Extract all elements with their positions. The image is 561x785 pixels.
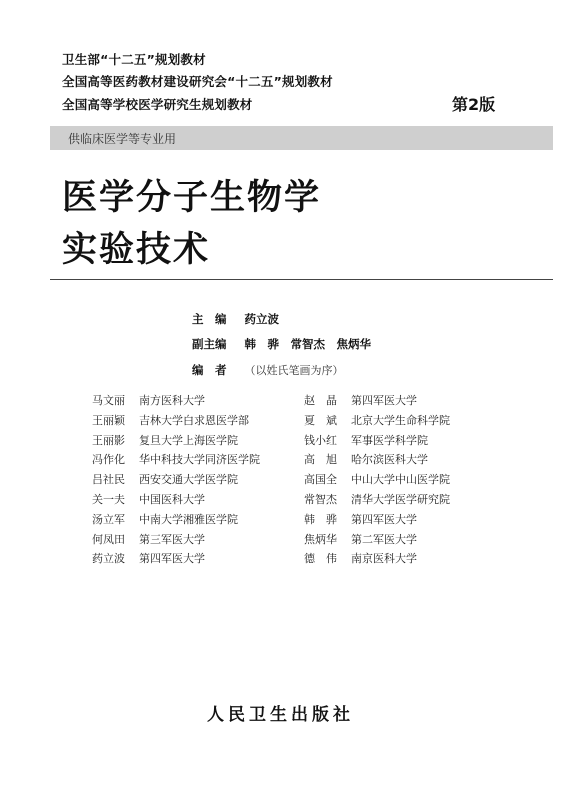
author-affiliation: 南方医科大学 <box>139 394 205 407</box>
author-affiliation: 第四军医大学 <box>351 394 417 407</box>
author-row <box>92 450 260 470</box>
author-row <box>304 549 450 569</box>
author-row <box>92 391 260 411</box>
author-name: 韩 骅 <box>304 512 337 526</box>
associate-editor-label: 副主编 <box>192 337 227 351</box>
author-name: 关一夫 <box>92 492 125 506</box>
author-name: 王丽颖 <box>92 413 125 427</box>
chief-editor-name: 药立波 <box>244 312 280 326</box>
audience-text: 供临床医学等专业用 <box>68 132 177 146</box>
book-title-line-2: 实验技术 <box>62 229 211 270</box>
author-name: 汤立军 <box>92 512 125 526</box>
associate-editor-names: 韩 骅 常智杰 焦炳华 <box>244 337 372 351</box>
author-affiliation: 哈尔滨医科大学 <box>351 453 428 467</box>
author-name: 赵 晶 <box>304 394 337 407</box>
author-row <box>304 530 450 550</box>
author-affiliation: 第四军医大学 <box>351 512 417 526</box>
title-divider <box>50 279 553 280</box>
author-affiliation: 中国医科大学 <box>139 492 205 506</box>
author-name: 何凤田 <box>92 532 125 546</box>
chief-editor-label: 主 编 <box>192 312 227 326</box>
author-row <box>304 490 450 510</box>
author-row <box>304 431 450 451</box>
author-name: 高 旭 <box>304 453 337 467</box>
author-affiliation: 中山大学中山医学院 <box>351 473 450 487</box>
author-name: 德 伟 <box>304 552 337 566</box>
author-row <box>304 411 450 431</box>
publisher-name: 人民卫生出版社 <box>207 705 354 725</box>
author-affiliation: 军事医学科学院 <box>351 433 428 447</box>
author-affiliation: 清华大学医学研究院 <box>351 492 450 506</box>
authors-row <box>192 362 344 378</box>
author-affiliation: 西安交通大学医学院 <box>139 473 238 487</box>
book-title-line-1: 医学分子生物学 <box>62 177 322 218</box>
author-affiliation: 北京大学生命科学院 <box>351 413 450 427</box>
author-name: 常智杰 <box>304 492 337 506</box>
author-affiliation: 第二军医大学 <box>351 532 417 546</box>
author-row <box>92 470 260 490</box>
author-row <box>92 510 260 530</box>
author-row <box>92 530 260 550</box>
author-name: 高国全 <box>304 473 337 487</box>
edition-label: 第2版 <box>452 95 496 114</box>
series-line-3: 全国高等学校医学研究生规划教材 <box>62 97 253 112</box>
authors-list-left <box>92 391 260 569</box>
author-affiliation: 第四军医大学 <box>139 552 205 566</box>
author-name: 钱小红 <box>304 433 337 447</box>
author-name: 药立波 <box>92 552 125 566</box>
author-affiliation: 华中科技大学同济医学院 <box>139 453 260 467</box>
author-row <box>92 411 260 431</box>
author-affiliation: 复旦大学上海医学院 <box>139 433 238 447</box>
author-affiliation: 南京医科大学 <box>351 552 417 566</box>
chief-editor-row <box>192 311 279 327</box>
author-name: 马文丽 <box>92 394 125 407</box>
authors-list-right <box>304 391 450 569</box>
series-line-1: 卫生部“十二五”规划教材 <box>62 52 206 67</box>
author-row <box>92 431 260 451</box>
author-name: 冯作化 <box>92 453 125 467</box>
author-name: 王丽影 <box>92 433 125 447</box>
author-name: 焦炳华 <box>304 532 337 546</box>
author-row <box>92 549 260 569</box>
author-row <box>92 490 260 510</box>
author-affiliation: 第三军医大学 <box>139 532 205 546</box>
author-row <box>304 510 450 530</box>
author-affiliation: 中南大学湘雅医学院 <box>139 512 238 526</box>
associate-editor-row <box>192 336 371 352</box>
authors-label: 编 者 <box>192 363 227 377</box>
author-name: 夏 斌 <box>304 413 337 427</box>
author-row <box>304 391 450 411</box>
author-name: 吕社民 <box>92 473 125 487</box>
author-affiliation: 吉林大学白求恩医学部 <box>139 413 249 427</box>
series-line-2: 全国高等医药教材建设研究会“十二五”规划教材 <box>62 74 333 89</box>
author-row <box>304 470 450 490</box>
author-row <box>304 450 450 470</box>
authors-order-note: （以姓氏笔画为序） <box>244 364 344 377</box>
